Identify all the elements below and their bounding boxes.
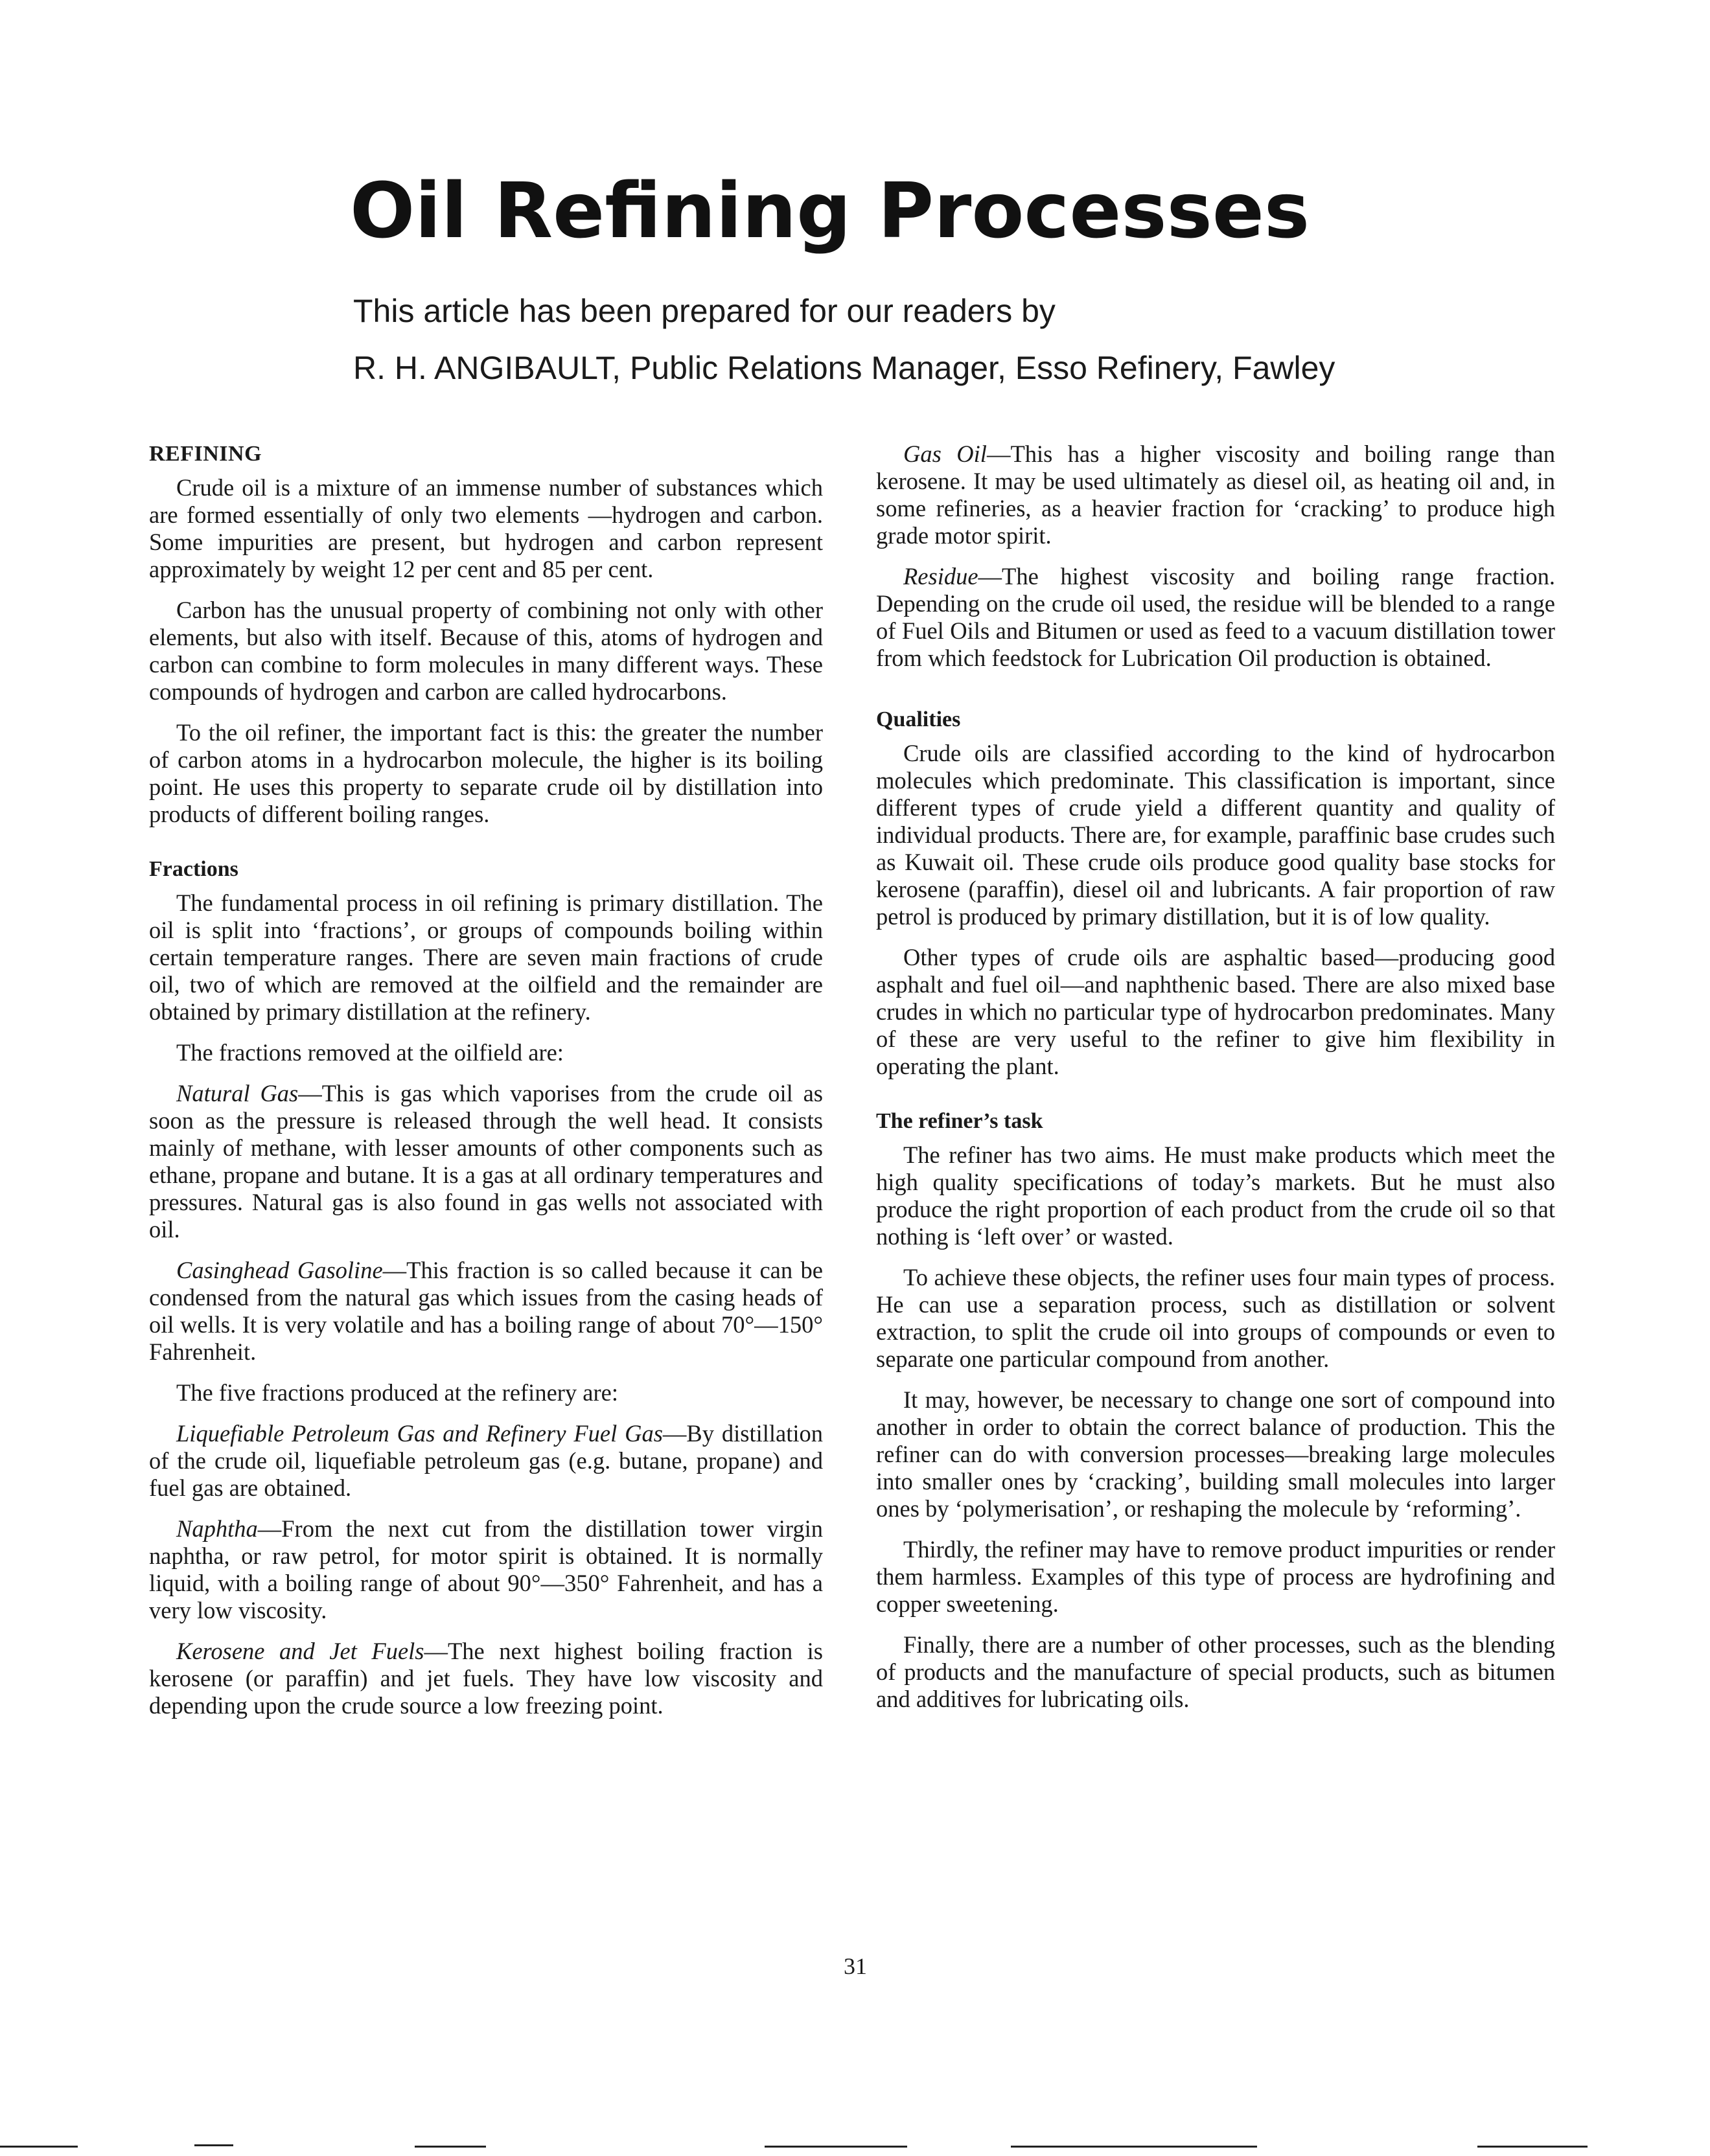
paragraph-other-crude-types: Other types of crude oils are asphaltic based—producing good asphalt and fuel oil—and naphthenic based. There are also mixed base crudes in which no particular type of hydrocarbon predominates. Many of these are very useful to the refiner to give him flexibility in operating the plant.: [876, 944, 1555, 1079]
section-heading-refining: REFINING: [149, 442, 262, 466]
paragraph-refinery-fractions-intro: The five fractions produced at the refinery are:: [176, 1379, 619, 1406]
paragraph-residue: [876, 563, 1555, 672]
paragraph-boiling-point: To the oil refiner, the important fact is this: the greater the number of carbon atoms in a hydrocarbon molecule, the higher is its boiling point. He uses this property to separate crude oil by distillation into products of different boiling ranges.: [149, 719, 823, 827]
text-lpg: —By distillation of the crude oil, liquefiable petroleum gas (e.g. butane, propane) and fuel gas are obtained.: [149, 1420, 823, 1501]
text-naphtha: —From the next cut from the distillation tower virgin naphtha, or raw petrol, for motor spirit is obtained. It is normally liquid, with a boiling range of about 90°—350° Fahrenheit, and has a very low viscosity.: [149, 1515, 823, 1623]
paragraph-carbon-property: Carbon has the unusual property of combining not only with other elements, but also with itself. Because of this, atoms of hydrogen and carbon can combine to form molecules in many different ways. These compounds of hydrogen and carbon are called hydrocarbons.: [149, 597, 823, 705]
section-heading-qualities: Qualities: [876, 707, 961, 731]
scan-edge-mark: [1477, 2146, 1588, 2148]
paragraph-oilfield-fractions-intro: The fractions removed at the oilfield are:: [176, 1039, 564, 1066]
paragraph-kerosene: [149, 1638, 823, 1719]
term-naphtha: Naphtha: [176, 1515, 258, 1542]
left-column: [149, 441, 823, 1733]
paragraph-crude-classification: Crude oils are classified according to the kind of hydrocarbon molecules which predominate. This classification is important, since different types of crude yield a different quantity and quality of individual products. There are, for example, paraffinic base crudes such as Kuwait oil. These crude oils produce good quality base stocks for kerosene (paraffin), diesel oil and lubricants. A fair proportion of raw petrol is produced by primary distillation, but it is of low quality.: [876, 740, 1555, 930]
term-natural-gas: Natural Gas: [176, 1080, 299, 1107]
text-gas-oil: —This has a higher viscosity and boiling range than kerosene. It may be used ultimately as diesel oil, as heating oil and, in some refineries, as a heavier fraction for ‘cracking’ to produce high grade motor spirit.: [876, 441, 1555, 549]
scan-edge-mark: [765, 2146, 907, 2148]
text-residue: —The highest viscosity and boiling range fraction. Depending on the crude oil used, the residue will be blended to a range of Fuel Oils and Bitumen or used as feed to a vacuum distillation tower from which feedstock for Lubrication Oil production is obtained.: [876, 563, 1555, 671]
paragraph-separation-process: To achieve these objects, the refiner uses four main types of process. He can use a separation process, such as distillation or solvent extraction, to split the crude oil into groups of compounds or even to separate one particular compound from another.: [876, 1264, 1555, 1372]
article-subtitle: This article has been prepared for our readers by: [353, 293, 1056, 329]
term-residue: Residue: [903, 563, 978, 590]
paragraph-refiner-aims: The refiner has two aims. He must make products which meet the high quality specifications of today’s markets. But he must also produce the right proportion of each product from the crude oil so that nothing is ‘left over’ or wasted.: [876, 1141, 1555, 1250]
paragraph-conversion-process: It may, however, be necessary to change one sort of compound into another in order to obtain the correct balance of production. This the refiner can do with conversion processes—breaking large molecules into smaller ones by ‘cracking’, building small molecules into larger ones by ‘polymerisation’, or reshaping the molecule by ‘reforming’.: [876, 1386, 1555, 1522]
scan-edge-mark: [194, 2144, 233, 2146]
article-author-line: R. H. ANGIBAULT, Public Relations Manager, Esso Refinery, Fawley: [353, 350, 1335, 386]
scan-edge-mark: [1011, 2146, 1257, 2148]
paragraph-lpg: [149, 1420, 823, 1502]
article-title: Oil Refining Processes: [350, 166, 1310, 255]
text-casinghead-gasoline: —This fraction is so called because it can be condensed from the natural gas which issues from the casing heads of oil wells. It is very volatile and has a boiling range of about 70°—150° Fahrenheit.: [149, 1257, 823, 1365]
right-column: [876, 441, 1555, 1726]
scan-edge-mark: [415, 2146, 486, 2148]
term-casinghead-gasoline: Casinghead Gasoline: [176, 1257, 383, 1283]
text-kerosene: —The next highest boiling fraction is kerosene (or paraffin) and jet fuels. They have low viscosity and depending upon the crude source a low freezing point.: [149, 1638, 823, 1719]
section-heading-fractions: Fractions: [149, 857, 238, 881]
scan-edge-mark: [0, 2146, 78, 2148]
paragraph-gas-oil: [876, 441, 1555, 549]
term-gas-oil: Gas Oil: [903, 441, 987, 467]
paragraph-natural-gas: [149, 1080, 823, 1243]
term-lpg: Liquefiable Petroleum Gas and Refinery Fuel Gas: [176, 1420, 663, 1447]
text-natural-gas: —This is gas which vaporises from the crude oil as soon as the pressure is released through the well head. It consists mainly of methane, with lesser amounts of other components such as ethane, propane and butane. It is a gas at all ordinary temperatures and pressures. Natural gas is also found in gas wells not associated with oil.: [149, 1080, 823, 1243]
paragraph-other-processes: Finally, there are a number of other processes, such as the blending of products and the manufacture of special products, such as bitumen and additives for lubricating oils.: [876, 1631, 1555, 1712]
paragraph-naphtha: [149, 1515, 823, 1624]
term-kerosene: Kerosene and Jet Fuels: [176, 1638, 424, 1664]
paragraph-treating-process: Thirdly, the refiner may have to remove product impurities or render them harmless. Examples of this type of process are hydrofining and copper sweetening.: [876, 1536, 1555, 1617]
paragraph-crude-oil-mixture: Crude oil is a mixture of an immense number of substances which are formed essentially of only two elements —hydrogen and carbon. Some impurities are present, but hydrogen and carbon represent approximately by weight 12 per cent and 85 per cent.: [149, 474, 823, 582]
paragraph-casinghead-gasoline: [149, 1257, 823, 1366]
section-heading-refiners-task: The refiner’s task: [876, 1109, 1043, 1133]
page-number: 31: [844, 1953, 867, 1979]
paragraph-primary-distillation: The fundamental process in oil refining is primary distillation. The oil is split into ‘fractions’, or groups of compounds boiling within certain temperature ranges. There are seven main fractions of crude oil, two of which are removed at the oilfield and the remainder are obtained by primary distillation at the refinery.: [149, 889, 823, 1025]
